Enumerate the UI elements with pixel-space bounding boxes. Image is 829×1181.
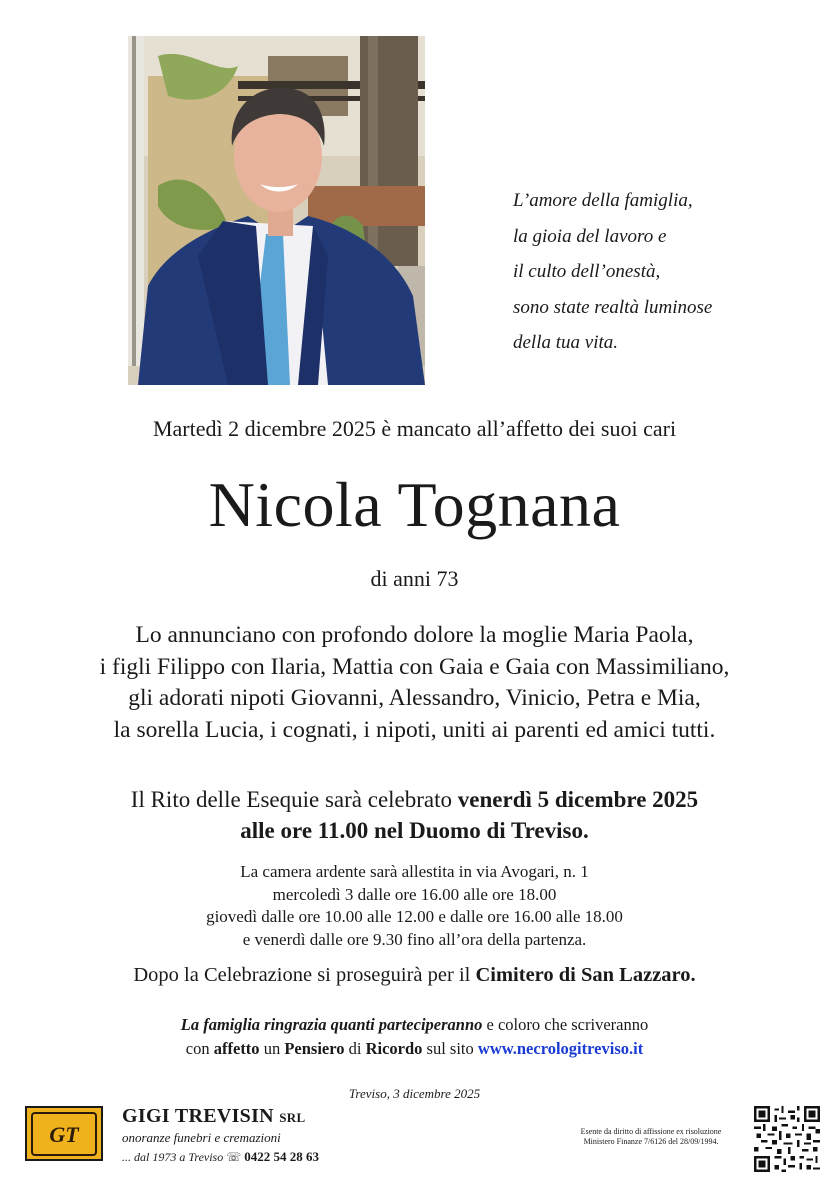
place-and-date: Treviso, 3 dicembre 2025 [348, 1086, 481, 1101]
rito-date: venerdì 5 dicembre 2025 [457, 787, 699, 812]
thanks-word: sul sito [422, 1039, 478, 1058]
thanks-bold: Pensiero [284, 1039, 345, 1058]
company-info [122, 1105, 319, 1165]
dopo-prefix: Dopo la Celebrazione si proseguirà per il [133, 964, 476, 986]
qr-code-icon[interactable] [754, 1106, 820, 1172]
thanks-word: con [185, 1039, 214, 1058]
company-since: ... dal 1973 a Treviso ☏ 0422 54 28 63 [122, 1149, 319, 1164]
quote-line: sono state realtà luminose [513, 296, 713, 318]
thanks-word: un [259, 1039, 285, 1058]
quote-line: della tua vita. [513, 332, 619, 353]
logo-emblem [31, 1112, 97, 1156]
death-announcement-intro: Martedì 2 dicembre 2025 è mancato all’affetto dei suoi cari [152, 416, 677, 441]
company-logo [25, 1106, 103, 1161]
family-announcement [0, 620, 829, 746]
schedule-line: mercoledì 3 dalle ore 16.00 alle ore 18.00 [272, 884, 557, 904]
thanks-lead: La famiglia ringrazia quanti parteciperanno [180, 1015, 483, 1034]
thanks-bold: Ricordo [365, 1039, 423, 1058]
thanks-bold: affetto [213, 1039, 260, 1058]
posting-exemption-note: Esente da diritto di affissione ex risoluzione Ministero Finanze 7/6126 del 28/09/1994. [580, 1127, 722, 1146]
deceased-name: Nicola Tognana [208, 469, 621, 540]
schedule-line: giovedì dalle ore 10.00 alle 12.00 e dalle ore 16.00 alle 18.00 [206, 907, 623, 926]
family-thanks [0, 1013, 829, 1061]
phone-icon: ☏ [226, 1150, 242, 1164]
quote-line: L’amore della famiglia, [513, 190, 693, 211]
thanks-rest: e coloro che scriveranno [482, 1015, 649, 1034]
quote-line: la gioia del lavoro e [513, 225, 667, 247]
rito-prefix: Il Rito delle Esequie sarà celebrato [130, 787, 458, 812]
logo-monogram-icon [39, 1119, 89, 1149]
deceased-age: di anni 73 [370, 566, 459, 591]
announcement-line: la sorella Lucia, i cognati, i nipoti, uniti ai parenti ed amici tutti. [113, 716, 716, 743]
portrait-photo [128, 36, 425, 385]
quote-line: il culto dell’onestà, [513, 261, 661, 282]
schedule-line: La camera ardente sarà allestita in via Avogari, n. 1 [240, 862, 589, 881]
website-link[interactable]: www.necrologitreviso.it [477, 1039, 644, 1058]
company-phone[interactable]: 0422 54 28 63 [244, 1149, 319, 1164]
announcement-line: Lo annunciano con profondo dolore la moglie Maria Paola, [135, 622, 694, 648]
memorial-quote [513, 183, 813, 361]
svg-text:GT: GT [49, 1121, 79, 1147]
company-name: GIGI TREVISIN SRL [122, 1105, 306, 1127]
burial-info [0, 964, 829, 987]
thanks-word: di [344, 1039, 366, 1058]
viewing-schedule [0, 861, 829, 951]
rito-place: alle ore 11.00 nel Duomo di Treviso. [240, 818, 589, 843]
company-subtitle: onoranze funebri e cremazioni [122, 1130, 281, 1145]
cemetery-name: Cimitero di San Lazzaro. [475, 964, 696, 986]
schedule-line: e venerdì dalle ore 9.30 fino all’ora della partenza. [242, 929, 587, 949]
funeral-service-info [0, 784, 829, 846]
announcement-line: i figli Filippo con Ilaria, Mattia con Gaia e Gaia con Massimiliano, [99, 653, 730, 680]
announcement-line: gli adorati nipoti Giovanni, Alessandro, Vinicio, Petra e Mia, [128, 685, 701, 711]
